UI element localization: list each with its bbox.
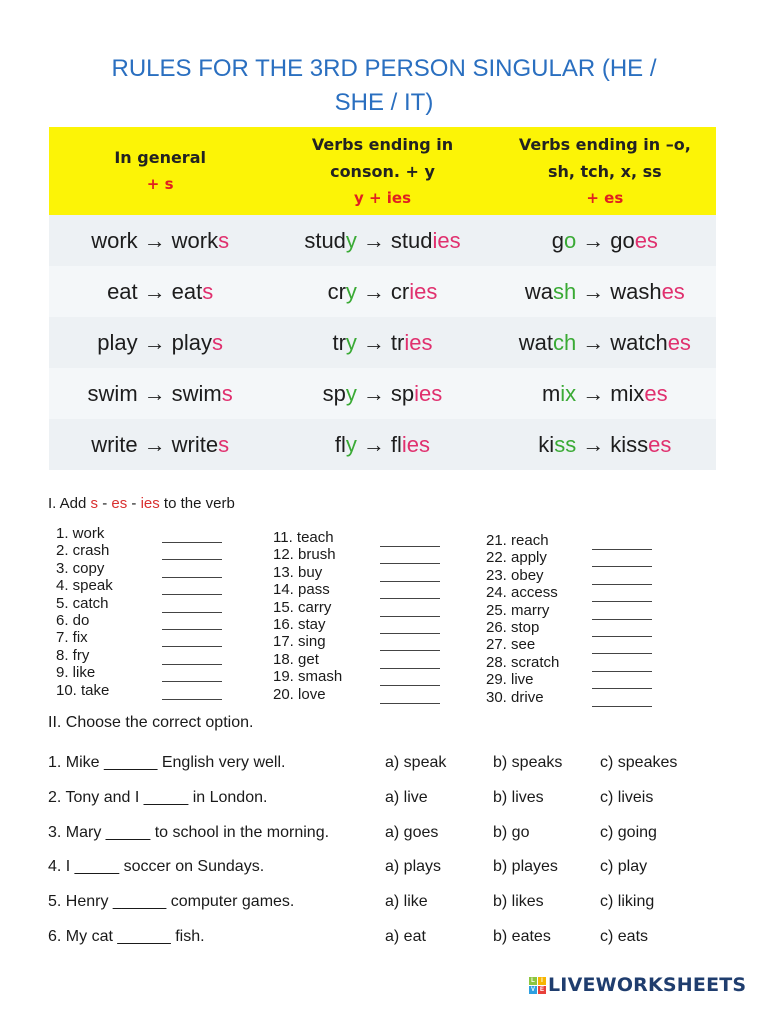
arrow-icon: →: [362, 227, 385, 253]
option-a[interactable]: a) goes: [385, 823, 439, 841]
base-verb: wat: [518, 329, 553, 355]
header-es-endings: [494, 127, 716, 215]
verb-ending: y: [345, 329, 357, 355]
answer-blank[interactable]: [162, 594, 222, 595]
suffix-ies: ies: [140, 495, 160, 512]
verb-suffix: s: [212, 329, 224, 355]
answer-blank[interactable]: [380, 546, 440, 547]
option-b[interactable]: b) lives: [493, 788, 544, 806]
base-verb: g: [551, 227, 564, 253]
arrow-icon: →: [582, 431, 605, 457]
separator: -: [98, 495, 112, 512]
answer-blank[interactable]: [162, 664, 222, 665]
verb-ending: ix: [560, 380, 577, 406]
verb-stem: watch: [610, 329, 668, 355]
verb-item: 11. teach: [273, 529, 334, 546]
base-verb: wa: [524, 278, 553, 304]
verb-item: 5. catch: [56, 594, 109, 612]
verb-item: 28. scratch: [486, 653, 560, 671]
option-a[interactable]: a) live: [385, 788, 428, 806]
verb-ending: o: [563, 227, 577, 253]
rules-table-header: [49, 127, 716, 215]
verb-stem: swim: [171, 380, 222, 406]
verb-item: 29. live: [486, 671, 534, 689]
option-a[interactable]: a) eat: [385, 928, 426, 945]
arrow-icon: →: [143, 380, 166, 406]
rule-example: [494, 432, 716, 458]
instruction-text: to the verb: [159, 495, 235, 512]
base-verb: stud: [304, 227, 346, 253]
verb-suffix: es: [667, 329, 691, 355]
rule-example: [271, 330, 493, 356]
answer-blank[interactable]: [592, 584, 652, 585]
arrow-icon: →: [582, 227, 605, 253]
verb-ending: y: [345, 431, 357, 457]
verb-stem: sp: [390, 380, 415, 406]
answer-blank[interactable]: [592, 653, 652, 654]
header-consonant-y: [271, 127, 493, 215]
rules-row: [49, 317, 716, 368]
rules-row: [49, 368, 716, 419]
arrow-icon: →: [582, 380, 605, 406]
option-c[interactable]: c) speakes: [600, 754, 678, 771]
verb-suffix: es: [634, 227, 658, 253]
verb-stem: tr: [390, 329, 405, 355]
base-verb: m: [541, 380, 561, 406]
arrow-icon: →: [143, 278, 166, 304]
verb-item: 17. sing: [273, 633, 326, 651]
verb-ending: y: [345, 278, 357, 304]
answer-blank[interactable]: [162, 629, 222, 630]
verb-suffix: es: [661, 278, 685, 304]
arrow-icon: →: [362, 329, 385, 355]
option-c[interactable]: c) liveis: [600, 788, 654, 806]
rule-example: [271, 228, 493, 254]
verb-item: 1. work: [56, 525, 105, 542]
option-b[interactable]: b) playes: [493, 858, 558, 876]
verb-item: 25. marry: [486, 601, 550, 619]
verb-item: 10. take: [56, 681, 110, 699]
option-b[interactable]: b) likes: [493, 893, 544, 911]
verb-item: 12. brush: [273, 546, 336, 564]
logo-letter: I: [538, 977, 546, 985]
logo-letter: L: [529, 977, 537, 985]
answer-blank[interactable]: [592, 619, 652, 620]
verb-item: 18. get: [273, 650, 319, 668]
base-verb: sp: [322, 380, 346, 406]
question-text: 4. I _____ soccer on Sundays.: [48, 858, 265, 876]
title-line-1: RULES FOR THE 3RD PERSON SINGULAR (HE /: [111, 55, 657, 82]
question-text: 2. Tony and I _____ in London.: [48, 788, 268, 806]
verb-ending: y: [345, 380, 357, 406]
rule-example: [49, 432, 271, 458]
arrow-icon: →: [143, 329, 166, 355]
answer-blank[interactable]: [162, 542, 222, 543]
answer-blank[interactable]: [380, 650, 440, 651]
verb-item: 21. reach: [486, 532, 549, 549]
verb-item: 3. copy: [56, 559, 105, 577]
header-rule: + s: [146, 175, 174, 193]
verb-stem: work: [171, 227, 219, 253]
rule-example: [271, 381, 493, 407]
header-general: [49, 127, 271, 215]
option-b[interactable]: b) eates: [493, 928, 551, 945]
answer-blank[interactable]: [380, 581, 440, 582]
verb-item: 26. stop: [486, 619, 540, 636]
arrow-icon: →: [362, 380, 385, 406]
question-text: 3. Mary _____ to school in the morning.: [48, 823, 330, 841]
answer-blank[interactable]: [162, 699, 222, 700]
verb-suffix: ies: [414, 380, 443, 406]
logo-icon: [529, 977, 546, 994]
answer-blank[interactable]: [592, 688, 652, 689]
verb-stem: fl: [390, 431, 402, 457]
option-c[interactable]: c) play: [600, 858, 648, 876]
verb-ending: y: [345, 227, 357, 253]
rule-example: [49, 381, 271, 407]
verb-suffix: s: [221, 380, 233, 406]
header-text: sh, tch, x, ss: [547, 161, 662, 181]
rule-example: [494, 330, 716, 356]
verb-suffix: s: [218, 431, 230, 457]
rule-example: [49, 279, 271, 305]
verb-suffix: es: [648, 431, 672, 457]
base-verb: eat: [107, 278, 138, 304]
verb-stem: wash: [610, 278, 662, 304]
header-rule: y + ies: [353, 188, 412, 207]
base-verb: ki: [538, 431, 555, 457]
verb-ending: ch: [552, 329, 577, 355]
instruction-text: I. Add: [48, 495, 91, 512]
title-line-2: SHE / IT): [334, 89, 434, 116]
logo-letter: E: [539, 986, 544, 993]
option-c[interactable]: c) eats: [600, 928, 649, 945]
rules-row: [49, 419, 716, 470]
header-text: Verbs ending in: [311, 134, 454, 154]
rule-example: [494, 279, 716, 305]
verb-suffix: ies: [404, 329, 433, 355]
verb-item: 9. like: [56, 664, 96, 682]
verb-item: 4. speak: [56, 577, 113, 595]
answer-blank[interactable]: [380, 668, 440, 669]
verb-item: 30. drive: [486, 688, 544, 706]
header-text: conson. + y: [330, 161, 435, 181]
logo-text: LIVEWORKSHEETS: [548, 974, 747, 996]
answer-blank[interactable]: [380, 633, 440, 634]
verb-suffix: s: [218, 227, 230, 253]
answer-blank[interactable]: [592, 601, 652, 602]
verb-item: 27. see: [486, 636, 536, 654]
arrow-icon: →: [582, 278, 605, 304]
base-verb: swim: [87, 380, 138, 406]
arrow-icon: →: [143, 227, 166, 253]
verb-suffix: ies: [409, 278, 438, 304]
answer-blank[interactable]: [380, 598, 440, 599]
rule-example: [49, 330, 271, 356]
answer-blank[interactable]: [592, 636, 652, 637]
arrow-icon: →: [143, 431, 166, 457]
verb-stem: stud: [390, 227, 433, 253]
answer-blank[interactable]: [592, 671, 652, 672]
verb-item: 24. access: [486, 584, 558, 602]
question-text: 5. Henry ______ computer games.: [48, 893, 295, 911]
option-a[interactable]: a) plays: [385, 858, 442, 876]
verb-item: 20. love: [273, 685, 326, 703]
rules-table: [49, 127, 716, 470]
answer-blank[interactable]: [162, 577, 222, 578]
rule-example: [494, 228, 716, 254]
option-c[interactable]: c) liking: [600, 893, 655, 911]
verb-suffix: s: [202, 278, 214, 304]
verb-stem: kiss: [610, 431, 649, 457]
suffix-s: s: [90, 495, 99, 512]
worksheet-title: [40, 52, 728, 120]
option-a[interactable]: a) like: [385, 893, 428, 911]
verb-item: 22. apply: [486, 549, 547, 567]
option-c[interactable]: c) going: [600, 823, 657, 841]
base-verb: tr: [332, 329, 346, 355]
suffix-es: es: [111, 495, 128, 512]
answer-blank[interactable]: [162, 559, 222, 560]
answer-blank[interactable]: [592, 566, 652, 567]
verb-ending: sh: [552, 278, 577, 304]
base-verb: cr: [327, 278, 346, 304]
verb-suffix: es: [644, 380, 668, 406]
verb-suffix: ies: [432, 227, 461, 253]
liveworksheets-logo: [529, 974, 746, 996]
option-b[interactable]: b) go: [493, 823, 530, 841]
answer-blank[interactable]: [592, 706, 652, 707]
answer-blank[interactable]: [162, 681, 222, 682]
section-1-instruction: [48, 495, 235, 512]
verb-stem: play: [171, 329, 213, 355]
header-rule: + es: [586, 188, 624, 207]
rule-example: [494, 381, 716, 407]
verb-stem: eat: [171, 278, 203, 304]
rule-example: [49, 228, 271, 254]
verb-item: 14. pass: [273, 581, 330, 599]
rules-row: [49, 266, 716, 317]
arrow-icon: →: [582, 329, 605, 355]
rule-example: [271, 279, 493, 305]
answer-blank[interactable]: [162, 646, 222, 647]
verb-item: 16. stay: [273, 616, 326, 633]
header-text: In general: [114, 148, 206, 167]
base-verb: work: [91, 227, 138, 253]
question-text: 1. Mike ______ English very well.: [48, 754, 286, 771]
separator: -: [127, 495, 141, 512]
verb-item: 6. do: [56, 612, 90, 629]
base-verb: fl: [334, 431, 346, 457]
verb-item: 2. crash: [56, 542, 110, 560]
verb-item: 8. fry: [56, 646, 90, 664]
answer-blank[interactable]: [162, 612, 222, 613]
verb-stem: write: [171, 431, 219, 457]
verb-ending: ss: [554, 431, 577, 457]
base-verb: play: [97, 329, 138, 355]
arrow-icon: →: [362, 431, 385, 457]
option-a[interactable]: a) speak: [385, 754, 447, 771]
question-text: 6. My cat ______ fish.: [48, 928, 205, 945]
verb-suffix: ies: [401, 431, 431, 457]
verb-item: 7. fix: [56, 629, 88, 647]
verb-stem: go: [610, 227, 635, 253]
answer-blank[interactable]: [380, 703, 440, 704]
header-text: Verbs ending in –o,: [518, 134, 691, 154]
verb-item: 13. buy: [273, 563, 323, 581]
answer-blank[interactable]: [592, 549, 652, 550]
verb-stem: cr: [390, 278, 410, 304]
verb-item: 15. carry: [273, 598, 332, 616]
answer-blank[interactable]: [380, 616, 440, 617]
rule-example: [271, 432, 493, 458]
section-2-title: II. Choose the correct option.: [48, 714, 254, 731]
rules-row: [49, 215, 716, 266]
answer-blank[interactable]: [380, 563, 440, 564]
arrow-icon: →: [362, 278, 385, 304]
option-b[interactable]: b) speaks: [493, 754, 563, 771]
base-verb: write: [91, 431, 138, 457]
answer-blank[interactable]: [380, 685, 440, 686]
verb-stem: mix: [610, 380, 645, 406]
logo-letter: V: [530, 986, 535, 993]
verb-item: 23. obey: [486, 566, 544, 584]
verb-item: 19. smash: [273, 668, 343, 686]
